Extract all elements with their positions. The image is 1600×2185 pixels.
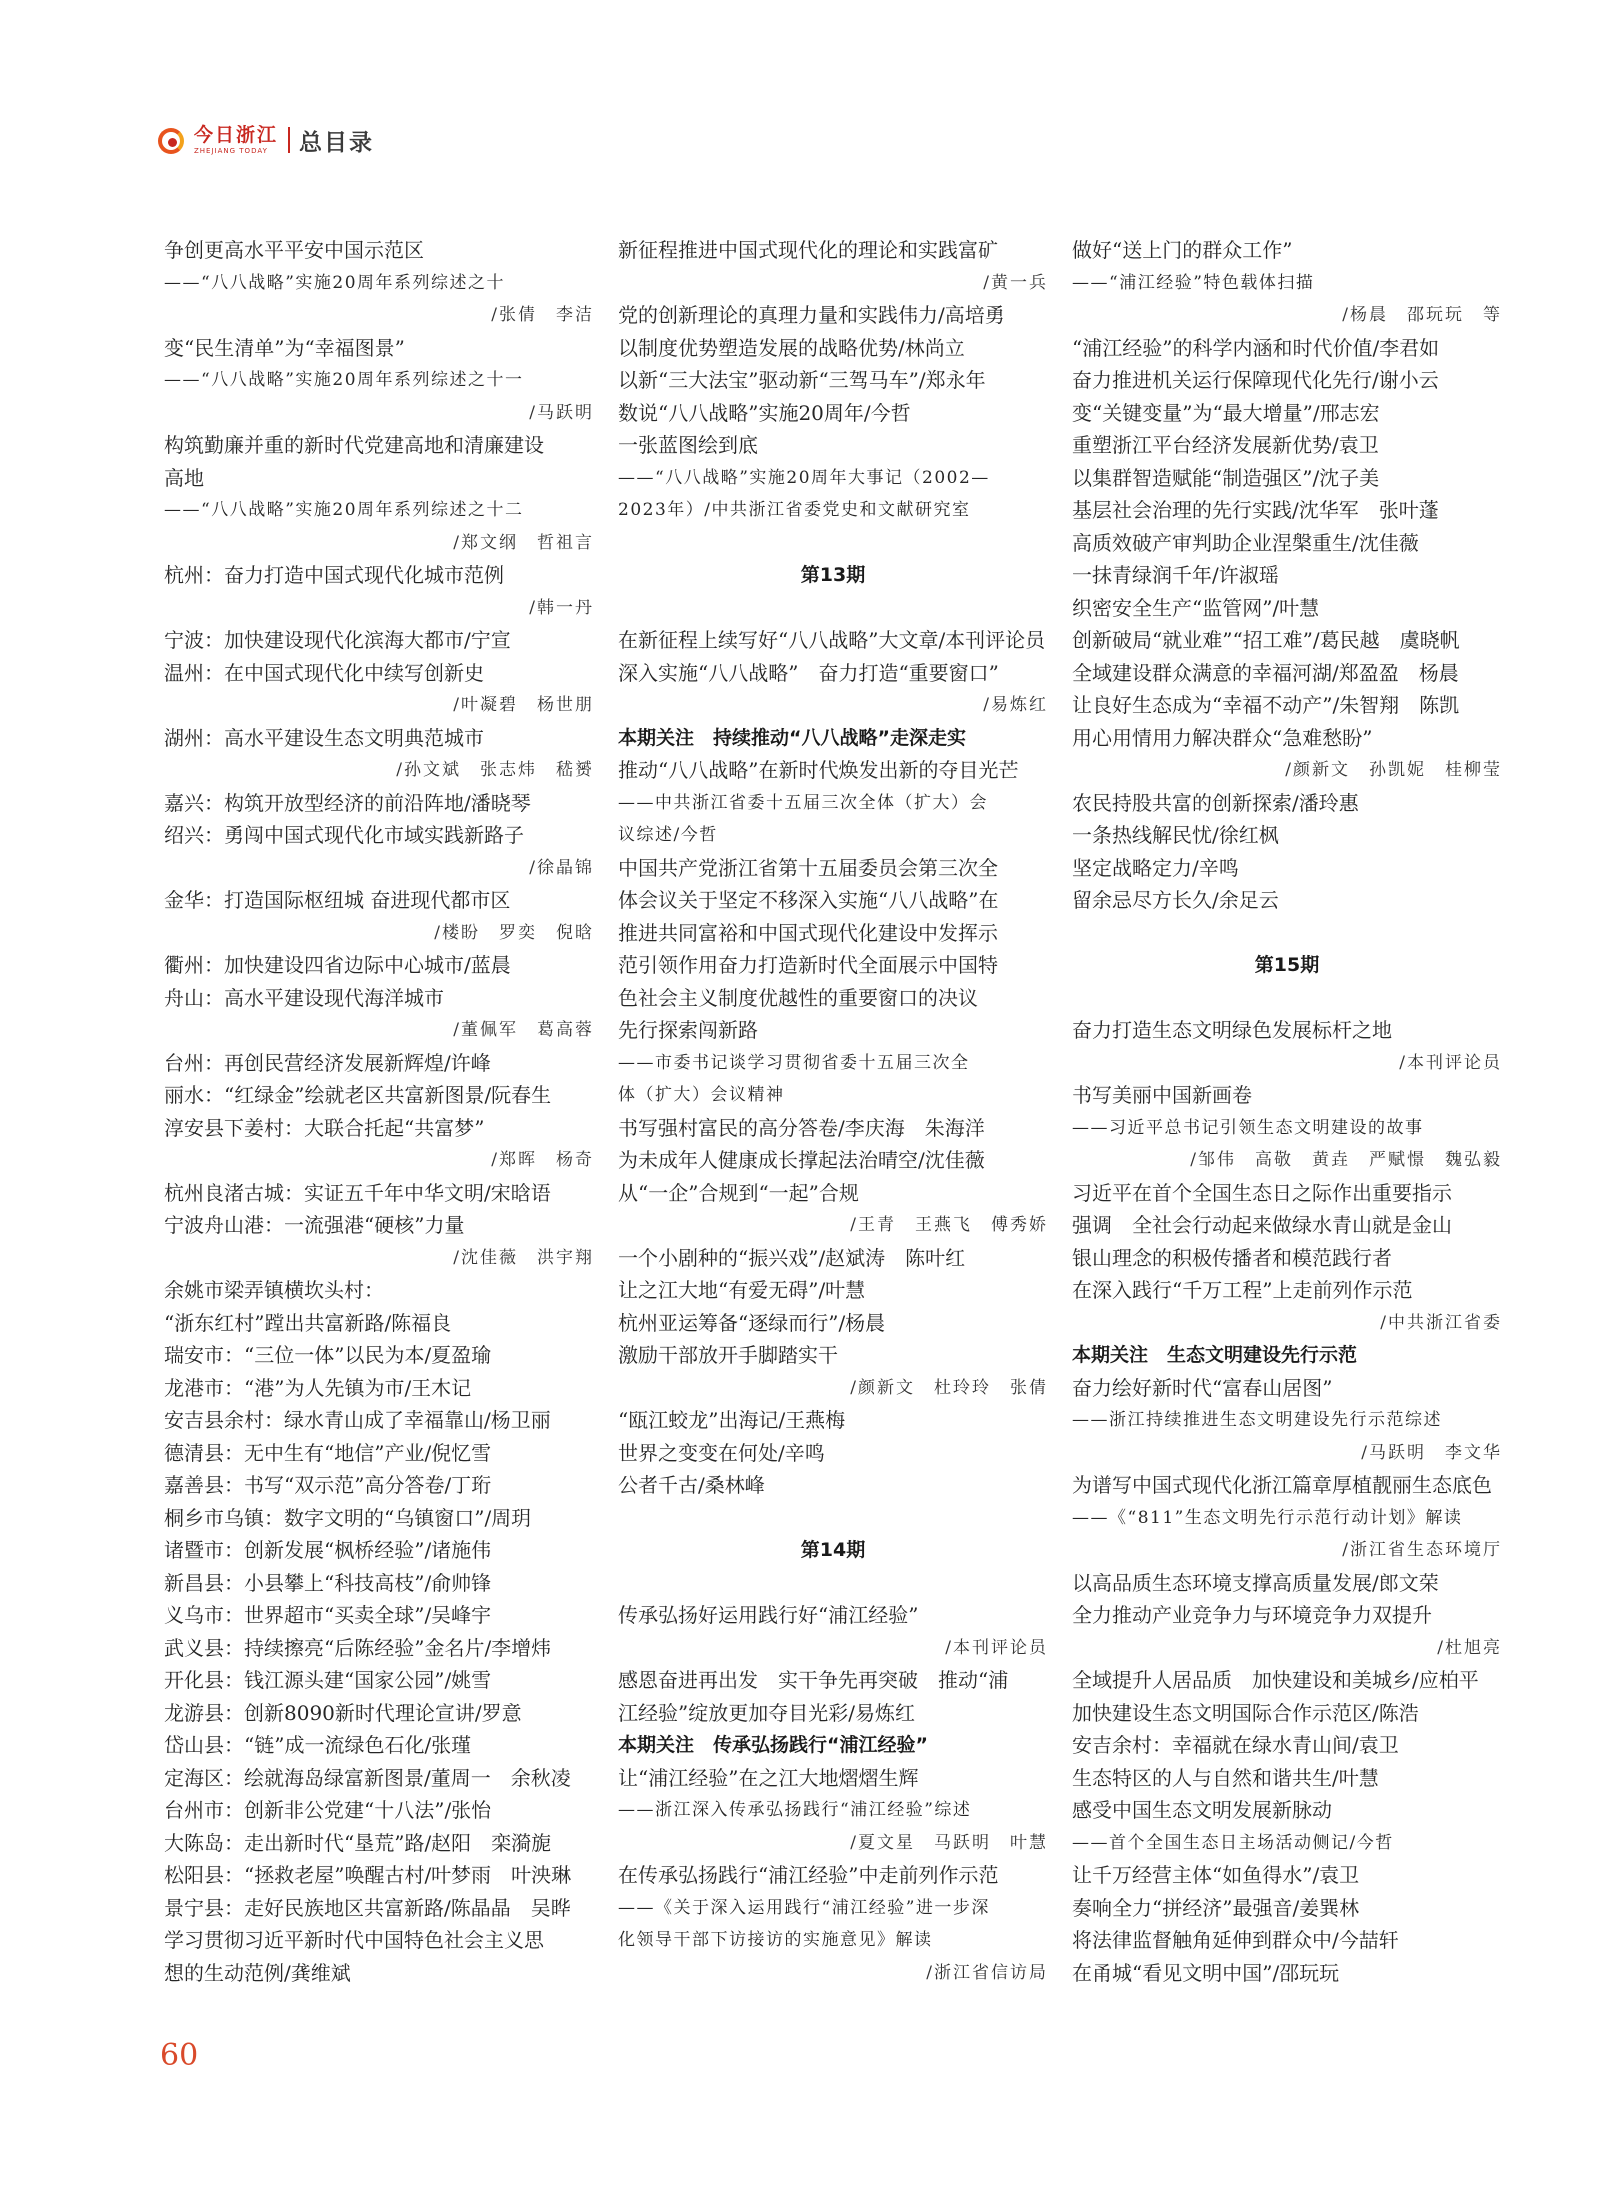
toc-author: /本刊评论员: [945, 1637, 1048, 1658]
toc-entry: 构筑勤廉并重的新时代党建高地和清廉建设: [164, 433, 544, 457]
spacer: [618, 527, 1048, 560]
toc-entry: 党的创新理论的真理力量和实践伟力/高培勇: [618, 303, 1005, 327]
toc-entry: 推进共同富裕和中国式现代化建设中发挥示: [618, 920, 998, 945]
toc-entry: 全域建设群众满意的幸福河湖/郑盈盈 杨晨: [1072, 660, 1459, 685]
toc-entry: 温州：在中国式现代化中续写创新史: [164, 660, 484, 685]
toc-subtitle: 议综述/今哲: [618, 825, 718, 845]
toc-author: /郑文纲 哲祖言: [453, 532, 594, 553]
toc-entry: 嘉兴：构筑开放型经济的前沿阵地/潘晓琴: [164, 790, 531, 815]
toc-entry: 激励干部放开手脚踏实干: [618, 1343, 838, 1367]
toc-entry: 新征程推进中国式现代化的理论和实践富矿: [618, 238, 998, 262]
issue-heading: 第15期: [1254, 954, 1320, 976]
zhejiang-today-logo: [158, 125, 278, 155]
toc-entry: 中国共产党浙江省第十五届委员会第三次全: [618, 855, 998, 880]
toc-author: /韩一丹: [529, 597, 594, 618]
toc-entry: 习近平在首个全国生态日之际作出重要指示: [1072, 1180, 1452, 1205]
toc-column-1: [164, 234, 594, 1989]
toc-entry: 大陈岛：走出新时代“垦荒”路/赵阳 栾漪旎: [164, 1830, 552, 1855]
toc-author: /徐晶锦: [529, 857, 594, 878]
toc-subtitle: ——《关于深入运用践行“浦江经验”进一步深: [618, 1897, 990, 1918]
toc-author: /浙江省信访局: [926, 1962, 1048, 1983]
toc-entry: 用心用情用力解决群众“急难愁盼”: [1072, 725, 1373, 750]
toc-entry: 安吉余村：幸福就在绿水青山间/袁卫: [1072, 1733, 1399, 1757]
toc-entry: 为未成年人健康成长撑起法治晴空/沈佳薇: [618, 1148, 985, 1172]
toc-entry: 想的生动范例/龚维斌: [164, 1960, 351, 1985]
toc-entry: 感受中国生态文明发展新脉动: [1072, 1798, 1332, 1822]
toc-entry: 推动“八八战略”在新时代焕发出新的夺目光芒: [618, 758, 1019, 782]
toc-author: /易炼红: [983, 695, 1048, 715]
toc-author: /楼盼 罗奕 倪晗: [434, 922, 594, 943]
toc-entry: 淳安县下姜村：大联合托起“共富梦”: [164, 1115, 485, 1140]
toc-subtitle: 体（扩大）会议精神: [618, 1085, 785, 1105]
toc-entry: 高地: [164, 465, 204, 490]
toc-entry: 余姚市梁弄镇横坎头村：: [164, 1278, 384, 1302]
toc-entry: 学习贯彻习近平新时代中国特色社会主义思: [164, 1928, 544, 1952]
focus-heading: 本期关注 传承弘扬践行“浦江经验”: [618, 1734, 928, 1756]
toc-entry: 金华：打造国际枢纽城 奋进现代都市区: [164, 888, 511, 912]
toc-entry: 以新“三大法宝”驱动新“三驾马车”/郑永年: [618, 368, 986, 392]
header-divider: [288, 127, 290, 153]
toc-entry: 奋力推进机关运行保障现代化先行/谢小云: [1072, 368, 1439, 392]
toc-entry: 杭州：奋力打造中国式现代化城市范例: [164, 563, 504, 587]
toc-entry: 以集群智造赋能“制造强区”/沈子美: [1072, 465, 1380, 490]
toc-entry: 瑞安市：“三位一体”以民为本/夏盈瑜: [164, 1343, 492, 1367]
toc-entry: 岱山县：“链”成一流绿色石化/张瑾: [164, 1733, 472, 1757]
toc-entry: 重塑浙江平台经济发展新优势/袁卫: [1072, 433, 1379, 457]
toc-entry: 嘉善县：书写“双示范”高分答卷/丁珩: [164, 1473, 492, 1497]
toc-subtitle: ——《“811”生态文明先行示范行动计划》解读: [1072, 1507, 1463, 1528]
toc-entry: 深入实施“八八战略” 奋力打造“重要窗口”: [618, 660, 999, 685]
toc-entry: 全力推动产业竞争力与环境竞争力双提升: [1072, 1603, 1432, 1627]
toc-subtitle: ——“八八战略”实施20周年系列综述之十二: [164, 500, 524, 520]
toc-entry: 感恩奋进再出发 实干争先再突破 推动“浦: [618, 1668, 1009, 1692]
toc-entry: 德清县：无中生有“地信”产业/倪忆雪: [164, 1440, 492, 1465]
toc-entry: 加快建设生态文明国际合作示范区/陈浩: [1072, 1700, 1419, 1725]
toc-entry: 景宁县：走好民族地区共富新路/陈晶晶 吴晔: [164, 1895, 571, 1920]
toc-entry: 书写强村富民的高分答卷/李庆海 朱海洋: [618, 1115, 985, 1140]
toc-entry: 龙港市：“港”为人先镇为市/王木记: [164, 1375, 472, 1400]
toc-author: /杜旭亮: [1437, 1637, 1502, 1658]
spacer: [1072, 917, 1502, 950]
toc-entry: 在甬城“看见文明中国”/邵玩玩: [1072, 1960, 1340, 1985]
focus-heading: 本期关注 生态文明建设先行示范: [1072, 1344, 1358, 1366]
toc-entry: 书写美丽中国新画卷: [1072, 1083, 1252, 1107]
toc-entry: 银山理念的积极传播者和模范践行者: [1072, 1245, 1392, 1270]
toc-subtitle: ——“八八战略”实施20周年大事记（2002—: [618, 467, 990, 488]
toc-author: /颜新文 孙凯妮 桂柳莹: [1285, 760, 1502, 780]
toc-author: /马跃明: [529, 402, 594, 423]
toc-entry: 湖州：高水平建设生态文明典范城市: [164, 725, 484, 750]
toc-entry: 奋力绘好新时代“富春山居图”: [1072, 1375, 1333, 1400]
logo-emblem-icon: [158, 125, 188, 155]
toc-entry: 奏响全力“拼经济”最强音/姜巽林: [1072, 1895, 1360, 1920]
toc-author: /本刊评论员: [1399, 1052, 1502, 1073]
focus-heading: 本期关注 持续推动“八八战略”走深走实: [618, 726, 966, 749]
toc-entry: 体会议关于坚定不移深入实施“八八战略”在: [618, 888, 999, 912]
toc-entry: 变“关键变量”为“最大增量”/邢志宏: [1072, 400, 1380, 425]
toc-entry: “浦江经验”的科学内涵和时代价值/李君如: [1072, 335, 1440, 360]
toc-entry: 松阳县：“拯救老屋”唤醒古村/叶梦雨 叶泱琳: [164, 1863, 572, 1887]
toc-entry: 在新征程上续写好“八八战略”大文章/本刊评论员: [618, 628, 1046, 652]
toc-entry: 强调 全社会行动起来做绿水青山就是金山: [1072, 1213, 1452, 1237]
toc-entry: 基层社会治理的先行实践/沈华军 张叶蓬: [1072, 498, 1439, 522]
toc-entry: 让“浦江经验”在之江大地熠熠生辉: [618, 1765, 919, 1790]
toc-entry: 数说“八八战略”实施20周年/今哲: [618, 400, 911, 425]
toc-author: /王青 王燕飞 傅秀娇: [850, 1215, 1048, 1235]
toc-author: /中共浙江省委: [1380, 1312, 1502, 1333]
section-title: 总目录: [299, 129, 375, 156]
toc-author: /董佩军 葛高蓉: [453, 1020, 594, 1040]
toc-entry: 生态特区的人与自然和谐共生/叶慧: [1072, 1765, 1379, 1790]
toc-author: /颜新文 杜玲玲 张倩: [850, 1377, 1048, 1398]
toc-subtitle: ——浙江深入传承弘扬践行“浦江经验”综述: [618, 1800, 972, 1820]
toc-entry: 在深入践行“千万工程”上走前列作示范: [1072, 1278, 1413, 1302]
toc-entry: 一抹青绿润千年/许淑瑶: [1072, 563, 1279, 587]
toc-entry: 宁波：加快建设现代化滨海大都市/宁宣: [164, 628, 511, 652]
page-header: [158, 118, 374, 162]
toc-entry: 一个小剧种的“振兴戏”/赵斌涛 陈叶红: [618, 1245, 966, 1270]
toc-author: /杨晨 邵玩玩 等: [1342, 305, 1502, 325]
toc-author: /邹伟 高敬 黄垚 严赋憬 魏弘毅: [1190, 1150, 1502, 1170]
toc-author: /郑晖 杨奇: [491, 1150, 594, 1170]
toc-entry: 让千万经营主体“如鱼得水”/袁卫: [1072, 1863, 1360, 1887]
toc-entry: 将法律监督触角延伸到群众中/今喆轩: [1072, 1928, 1399, 1952]
toc-entry: 世界之变变在何处/辛鸣: [618, 1440, 825, 1465]
toc-entry: 高质效破产审判助企业涅槃重生/沈佳薇: [1072, 530, 1419, 555]
toc-entry: 义乌市：世界超市“买卖全球”/吴峰宇: [164, 1603, 492, 1627]
toc-subtitle: ——“八八战略”实施20周年系列综述之十: [164, 272, 506, 293]
toc-subtitle: 2023年）/中共浙江省委党史和文献研究室: [618, 500, 971, 520]
toc-entry: 争创更高水平平安中国示范区: [164, 238, 424, 262]
issue-heading: 第14期: [800, 1539, 866, 1561]
toc-entry: 杭州良渚古城：实证五千年中华文明/宋晗语: [164, 1180, 551, 1205]
issue-heading: 第13期: [800, 564, 866, 586]
toc-author: /叶凝碧 杨世朋: [453, 695, 594, 715]
toc-entry: 色社会主义制度优越性的重要窗口的决议: [618, 985, 978, 1010]
toc-entry: 创新破局“就业难”“招工难”/葛民越 虞晓帆: [1072, 628, 1460, 652]
toc-entry: “浙东红村”蹚出共富新路/陈福良: [164, 1310, 452, 1335]
logo-chinese-name: 今日浙江: [194, 123, 279, 146]
toc-entry: 以高品质生态环境支撑高质量发展/郎文荣: [1072, 1570, 1439, 1595]
toc-subtitle: ——“浦江经验”特色载体扫描: [1072, 272, 1315, 293]
toc-entry: 以制度优势塑造发展的战略优势/林尚立: [618, 335, 965, 360]
toc-subtitle: 化领导干部下访接访的实施意见》解读: [618, 1930, 933, 1950]
toc-entry: 诸暨市：创新发展“枫桥经验”/诸施伟: [164, 1538, 492, 1562]
toc-subtitle: ——习近平总书记引领生态文明建设的故事: [1072, 1117, 1424, 1138]
toc-entry: 衢州：加快建设四省边际中心城市/蓝晨: [164, 953, 511, 977]
toc-entry: “瓯江蛟龙”出海记/王燕梅: [618, 1408, 846, 1432]
toc-subtitle: ——市委书记谈学习贯彻省委十五届三次全: [618, 1052, 970, 1073]
toc-entry: 农民持股共富的创新探索/潘玲惠: [1072, 790, 1359, 815]
toc-author: /黄一兵: [983, 272, 1048, 293]
toc-entry: 江经验”绽放更加夺目光彩/易炼红: [618, 1700, 915, 1725]
toc-subtitle: ——首个全国生态日主场活动侧记/今哲: [1072, 1832, 1394, 1853]
toc-entry: 安吉县余村：绿水青山成了幸福靠山/杨卫丽: [164, 1408, 551, 1432]
toc-entry: 留余忌尽方长久/余足云: [1072, 888, 1279, 912]
toc-entry: 武义县：持续擦亮“后陈经验”金名片/李增炜: [164, 1635, 552, 1660]
toc-entry: 定海区：绘就海岛绿富新图景/董周一 余秋凌: [164, 1765, 571, 1790]
toc-author: /马跃明 李文华: [1361, 1442, 1502, 1463]
toc-entry: 变“民生清单”为“幸福图景”: [164, 335, 405, 360]
toc-entry: 为谱写中国式现代化浙江篇章厚植靓丽生态底色: [1072, 1473, 1492, 1497]
toc-entry: 先行探索闯新路: [618, 1018, 758, 1042]
toc-column-3: [1072, 234, 1502, 1989]
toc-entry: 丽水：“红绿金”绘就老区共富新图景/阮春生: [164, 1083, 552, 1107]
spacer: [618, 1502, 1048, 1535]
toc-entry: 传承弘扬好运用践行好“浦江经验”: [618, 1603, 919, 1627]
page-number: 60: [160, 2038, 199, 2073]
toc-entry: 坚定战略定力/辛鸣: [1072, 855, 1239, 880]
spacer: [618, 1567, 1048, 1600]
toc-subtitle: ——中共浙江省委十五届三次全体（扩大）会: [618, 792, 988, 813]
toc-entry: 在传承弘扬践行“浦江经验”中走前列作示范: [618, 1863, 999, 1887]
logo-english-name: ZHEJIANG TODAY: [194, 146, 268, 155]
toc-author: /张倩 李洁: [491, 305, 594, 325]
toc-subtitle: ——浙江持续推进生态文明建设先行示范综述: [1072, 1410, 1442, 1430]
spacer: [1072, 982, 1502, 1015]
toc-entry: 新昌县：小县攀上“科技高枝”/俞帅锋: [164, 1570, 492, 1595]
toc-entry: 一条热线解民忧/徐红枫: [1072, 823, 1279, 847]
toc-entry: 公者千古/桑林峰: [618, 1473, 765, 1497]
spacer: [618, 592, 1048, 625]
toc-author: /孙文斌 张志炜 嵇赟: [396, 760, 594, 780]
toc-subtitle: ——“八八战略”实施20周年系列综述之十一: [164, 370, 524, 390]
toc-entry: 让之江大地“有爱无碍”/叶慧: [618, 1278, 866, 1302]
toc-column-2: [618, 234, 1048, 1989]
toc-entry: 一张蓝图绘到底: [618, 433, 758, 457]
toc-entry: 桐乡市乌镇：数字文明的“乌镇窗口”/周玥: [164, 1505, 532, 1530]
toc-entry: 开化县：钱江源头建“国家公园”/姚雪: [164, 1668, 492, 1692]
toc-entry: 织密安全生产“监管网”/叶慧: [1072, 595, 1320, 620]
toc-entry: 龙游县：创新8090新时代理论宣讲/罗意: [164, 1700, 522, 1725]
toc-entry: 做好“送上门的群众工作”: [1072, 238, 1293, 262]
toc-author: /浙江省生态环境厅: [1342, 1540, 1502, 1560]
toc-entry: 全域提升人居品质 加快建设和美城乡/应柏平: [1072, 1668, 1479, 1692]
toc-entry: 台州：再创民营经济发展新辉煌/许峰: [164, 1050, 491, 1075]
toc-entry: 让良好生态成为“幸福不动产”/朱智翔 陈凯: [1072, 693, 1460, 717]
toc-author: /夏文星 马跃明 叶慧: [850, 1832, 1048, 1853]
toc-entry: 范引领作用奋力打造新时代全面展示中国特: [618, 953, 998, 977]
toc-entry: 宁波舟山港：一流强港“硬核”力量: [164, 1213, 465, 1237]
toc-entry: 台州市：创新非公党建“十八法”/张怡: [164, 1798, 492, 1822]
toc-entry: 绍兴：勇闯中国式现代化市域实践新路子: [164, 823, 524, 847]
toc-entry: 杭州亚运筹备“逐绿而行”/杨晨: [618, 1310, 886, 1335]
toc-author: /沈佳薇 洪宇翔: [453, 1247, 594, 1268]
toc-entry: 舟山：高水平建设现代海洋城市: [164, 985, 444, 1010]
toc-entry: 奋力打造生态文明绿色发展标杆之地: [1072, 1018, 1392, 1042]
toc-entry: 从“一企”合规到“一起”合规: [618, 1180, 859, 1205]
